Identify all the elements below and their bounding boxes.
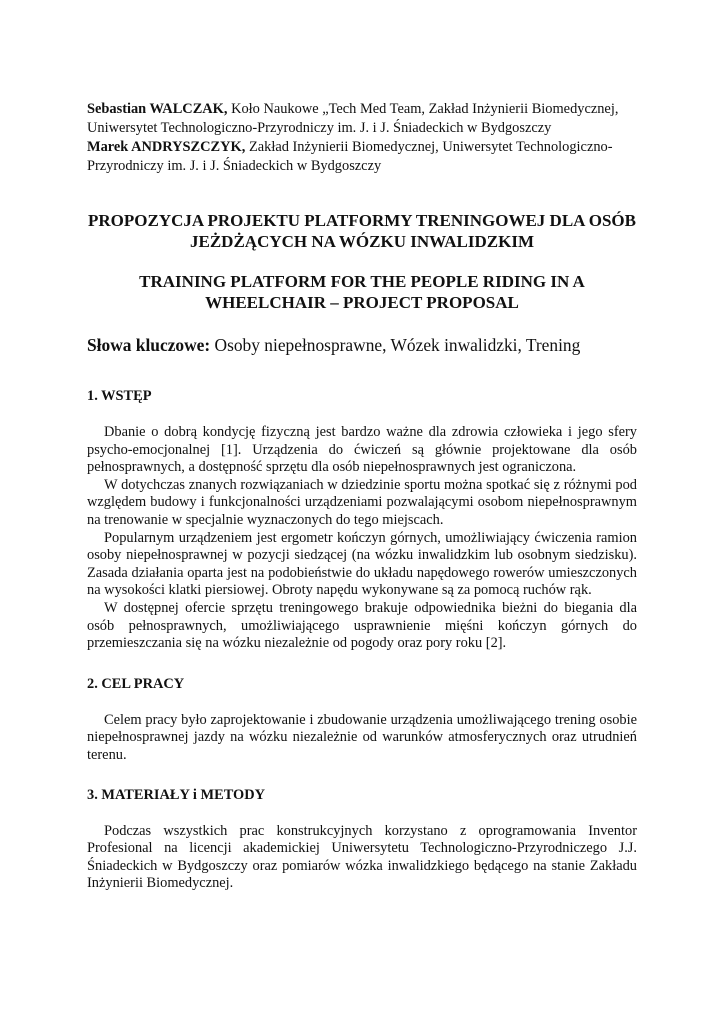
title-block bbox=[87, 210, 637, 313]
paper-title-polish: PROPOZYCJA PROJEKTU PLATFORMY TRENINGOWEJ DLA OSÓB JEŻDŻĄCYCH NA WÓZKU INWALIDZKIM bbox=[88, 211, 636, 251]
paragraph: W dostępnej ofercie sprzętu treningowego brakuje odpowiednika bieżni do biegania dla osób pełnosprawnych, umożliwiającego usprawnienie mięśni kończyn górnych do przemieszczania się na wózku niezależnie od pogody oraz pory roku [2]. bbox=[87, 599, 637, 652]
author-1-name: Sebastian WALCZAK, bbox=[87, 101, 228, 117]
paragraph: Podczas wszystkich prac konstrukcyjnych korzystano z oprogramowania Inventor Profesional na licencji akademickiej Uniwersytetu Technologiczno-Przyrodniczego J.J. Śniadeckich w Bydgoszczy oraz pomiarów wózka inwalidzkiego będącego na stanie Zakładu Inżynierii Biomedycznej. bbox=[87, 822, 637, 892]
section-heading-introduction: 1. WSTĘP bbox=[87, 388, 152, 404]
author-1 bbox=[87, 100, 637, 138]
document-page bbox=[87, 100, 637, 893]
keywords-label: Słowa kluczowe: bbox=[87, 335, 211, 355]
author-2-name: Marek ANDRYSZCZYK, bbox=[87, 139, 246, 155]
section-body-objective bbox=[87, 712, 637, 765]
section-heading-objective: 2. CEL PRACY bbox=[87, 675, 185, 692]
keywords-text: Osoby niepełnosprawne, Wózek inwalidzki, Trening bbox=[210, 335, 581, 355]
section-heading-materials-methods: 3. MATERIAŁY i METODY bbox=[87, 786, 266, 803]
author-2-affiliation: Zakład Inżynierii Biomedycznej, Uniwersytet Technologiczno-Przyrodniczy im. J. i J. Śniadeckich w Bydgoszczy bbox=[87, 139, 613, 174]
paper-title-english: TRAINING PLATFORM FOR THE PEOPLE RIDING IN A WHEELCHAIR – PROJECT PROPOSAL bbox=[139, 272, 585, 312]
paragraph: Popularnym urządzeniem jest ergometr kończyn górnych, umożliwiający ćwiczenia ramion osoby niepełnosprawnej w pozycji siedzącej (na wózku inwalidzkim lub osobnym siedzisku). Zasada działania oparta jest na podobieństwie do układu napędowego rowerów umieszczonych na wysokości klatki piersiowej. Obroty napędu wykonywane są za pomocą ruchów rąk. bbox=[87, 529, 637, 599]
author-1-affiliation: Koło Naukowe „Tech Med Team, Zakład Inżynierii Biomedycznej, Uniwersytet Technologiczno-Przyrodniczy im. J. i J. Śniadeckich w Bydgoszczy bbox=[87, 101, 619, 136]
author-block bbox=[87, 100, 637, 176]
paragraph: Dbanie o dobrą kondycję fizyczną jest bardzo ważne dla zdrowia człowieka i jego sfery psycho-emocjonalnej [1]. Urządzenia do ćwiczeń są głównie projektowane dla osób pełnosprawnych, a dostępność sprzętu dla osób niepełnosprawnych jest ograniczona. bbox=[87, 424, 637, 476]
section-body-materials-methods bbox=[87, 823, 637, 893]
paragraph: W dotychczas znanych rozwiązaniach w dziedzinie sportu można spotkać się z różnymi pod względem budowy i funkcjonalności urządzeniami pozwalającymi osobom niepełnosprawnym na trenowanie w specjalnie wyznaczonych do tego miejscach. bbox=[87, 476, 637, 528]
paragraph: Celem pracy było zaprojektowanie i zbudowanie urządzenia umożliwającego trening osobie niepełnosprawnej jazdy na wózku niezależnie od warunków atmosferycznych oraz utrudnień terenu. bbox=[87, 711, 637, 763]
keywords-line bbox=[87, 334, 637, 356]
section-body-introduction bbox=[87, 424, 637, 653]
author-2 bbox=[87, 138, 637, 176]
